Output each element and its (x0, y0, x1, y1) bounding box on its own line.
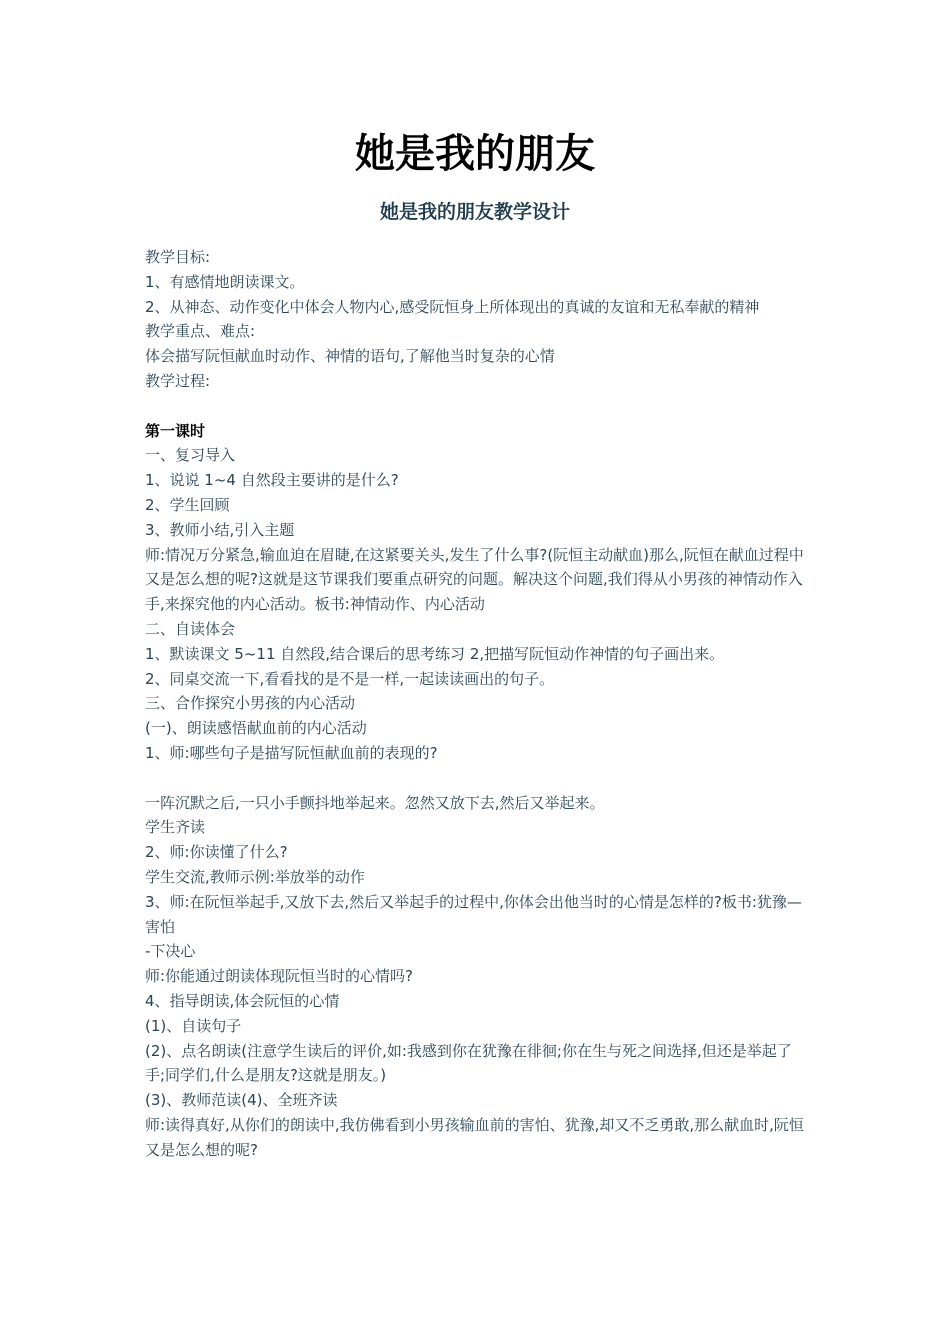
list-item: (3)、教师范读(4)、全班齐读 (145, 1091, 338, 1110)
list-item: 1、说说 1~4 自然段主要讲的是什么? (145, 471, 399, 490)
list-item: 4、指导朗读,体会阮恒的心情 (145, 991, 340, 1010)
document-body (145, 245, 810, 1162)
lesson-heading: 第一课时 (145, 421, 206, 440)
goal-item: 2、从神态、动作变化中体会人物内心,感受阮恒身上所体现出的真诚的友谊和无私奉献的精神 (145, 297, 760, 316)
process-heading: 教学过程: (145, 371, 211, 390)
list-item: 3、师:在阮恒举起手,又放下去,然后又举起手的过程中,你体会出他当时的心情是怎样的?板书:犹豫—害怕 (145, 892, 802, 936)
list-item: 2、同桌交流一下,看看找的是不是一样,一起读读画出的句子。 (145, 669, 555, 688)
blank-line (145, 766, 810, 791)
paragraph: 学生齐读 (145, 818, 206, 837)
list-item: 2、师:你读懂了什么? (145, 843, 288, 862)
key-text: 体会描写阮恒献血时动作、神情的语句,了解他当时复杂的心情 (145, 347, 555, 366)
blank-line (145, 394, 810, 419)
paragraph: 师:情况万分紧急,输血迫在眉睫,在这紧要关头,发生了什么事?(阮恒主动献血)那么,阮恒在献血过程中又是怎么想的呢?这就是这节课我们要重点研究的问题。解决这个问题,我们得从小男孩的神情动作入手,来探究他的内心活动。板书:神情动作、内心活动 (145, 545, 804, 614)
paragraph: 师:你能通过朗读体现阮恒当时的心情吗? (145, 967, 414, 986)
paragraph: 师:读得真好,从你们的朗读中,我仿佛看到小男孩输血前的害怕、犹豫,却又不乏勇敢,那么献血时,阮恒又是怎么想的呢? (145, 1115, 804, 1159)
paragraph: 学生交流,教师示例:举放举的动作 (145, 867, 365, 886)
section-heading: 三、合作探究小男孩的内心活动 (145, 694, 356, 713)
section-heading: 一、复习导入 (145, 446, 236, 465)
document-subtitle: 她是我的朋友教学设计 (379, 201, 570, 223)
list-item: 1、师:哪些句子是描写阮恒献血前的表现的? (145, 743, 438, 762)
goal-item: 1、有感情地朗读课文。 (145, 272, 305, 291)
paragraph: -下决心 (145, 942, 196, 961)
document-title: 她是我的朋友 (355, 131, 595, 177)
subsection-heading: (一)、朗读感悟献血前的内心活动 (145, 719, 367, 738)
quote-text: 一阵沉默之后,一只小手颤抖地举起来。忽然又放下去,然后又举起来。 (145, 793, 605, 812)
goals-heading: 教学目标: (145, 248, 211, 266)
list-item: 1、默读课文 5~11 自然段,结合课后的思考练习 2,把描写阮恒动作神情的句子画出来。 (145, 644, 725, 663)
list-item: 2、学生回顾 (145, 495, 230, 514)
key-heading: 教学重点、难点: (145, 322, 256, 341)
section-heading: 二、自读体会 (145, 619, 236, 638)
list-item: (1)、自读句子 (145, 1016, 242, 1035)
list-item: (2)、点名朗读(注意学生读后的评价,如:我感到你在犹豫在徘徊;你在生与死之间选择,但还是举起了手;同学们,什么是朋友?这就是朋友。) (145, 1041, 792, 1085)
list-item: 3、教师小结,引入主题 (145, 520, 295, 539)
